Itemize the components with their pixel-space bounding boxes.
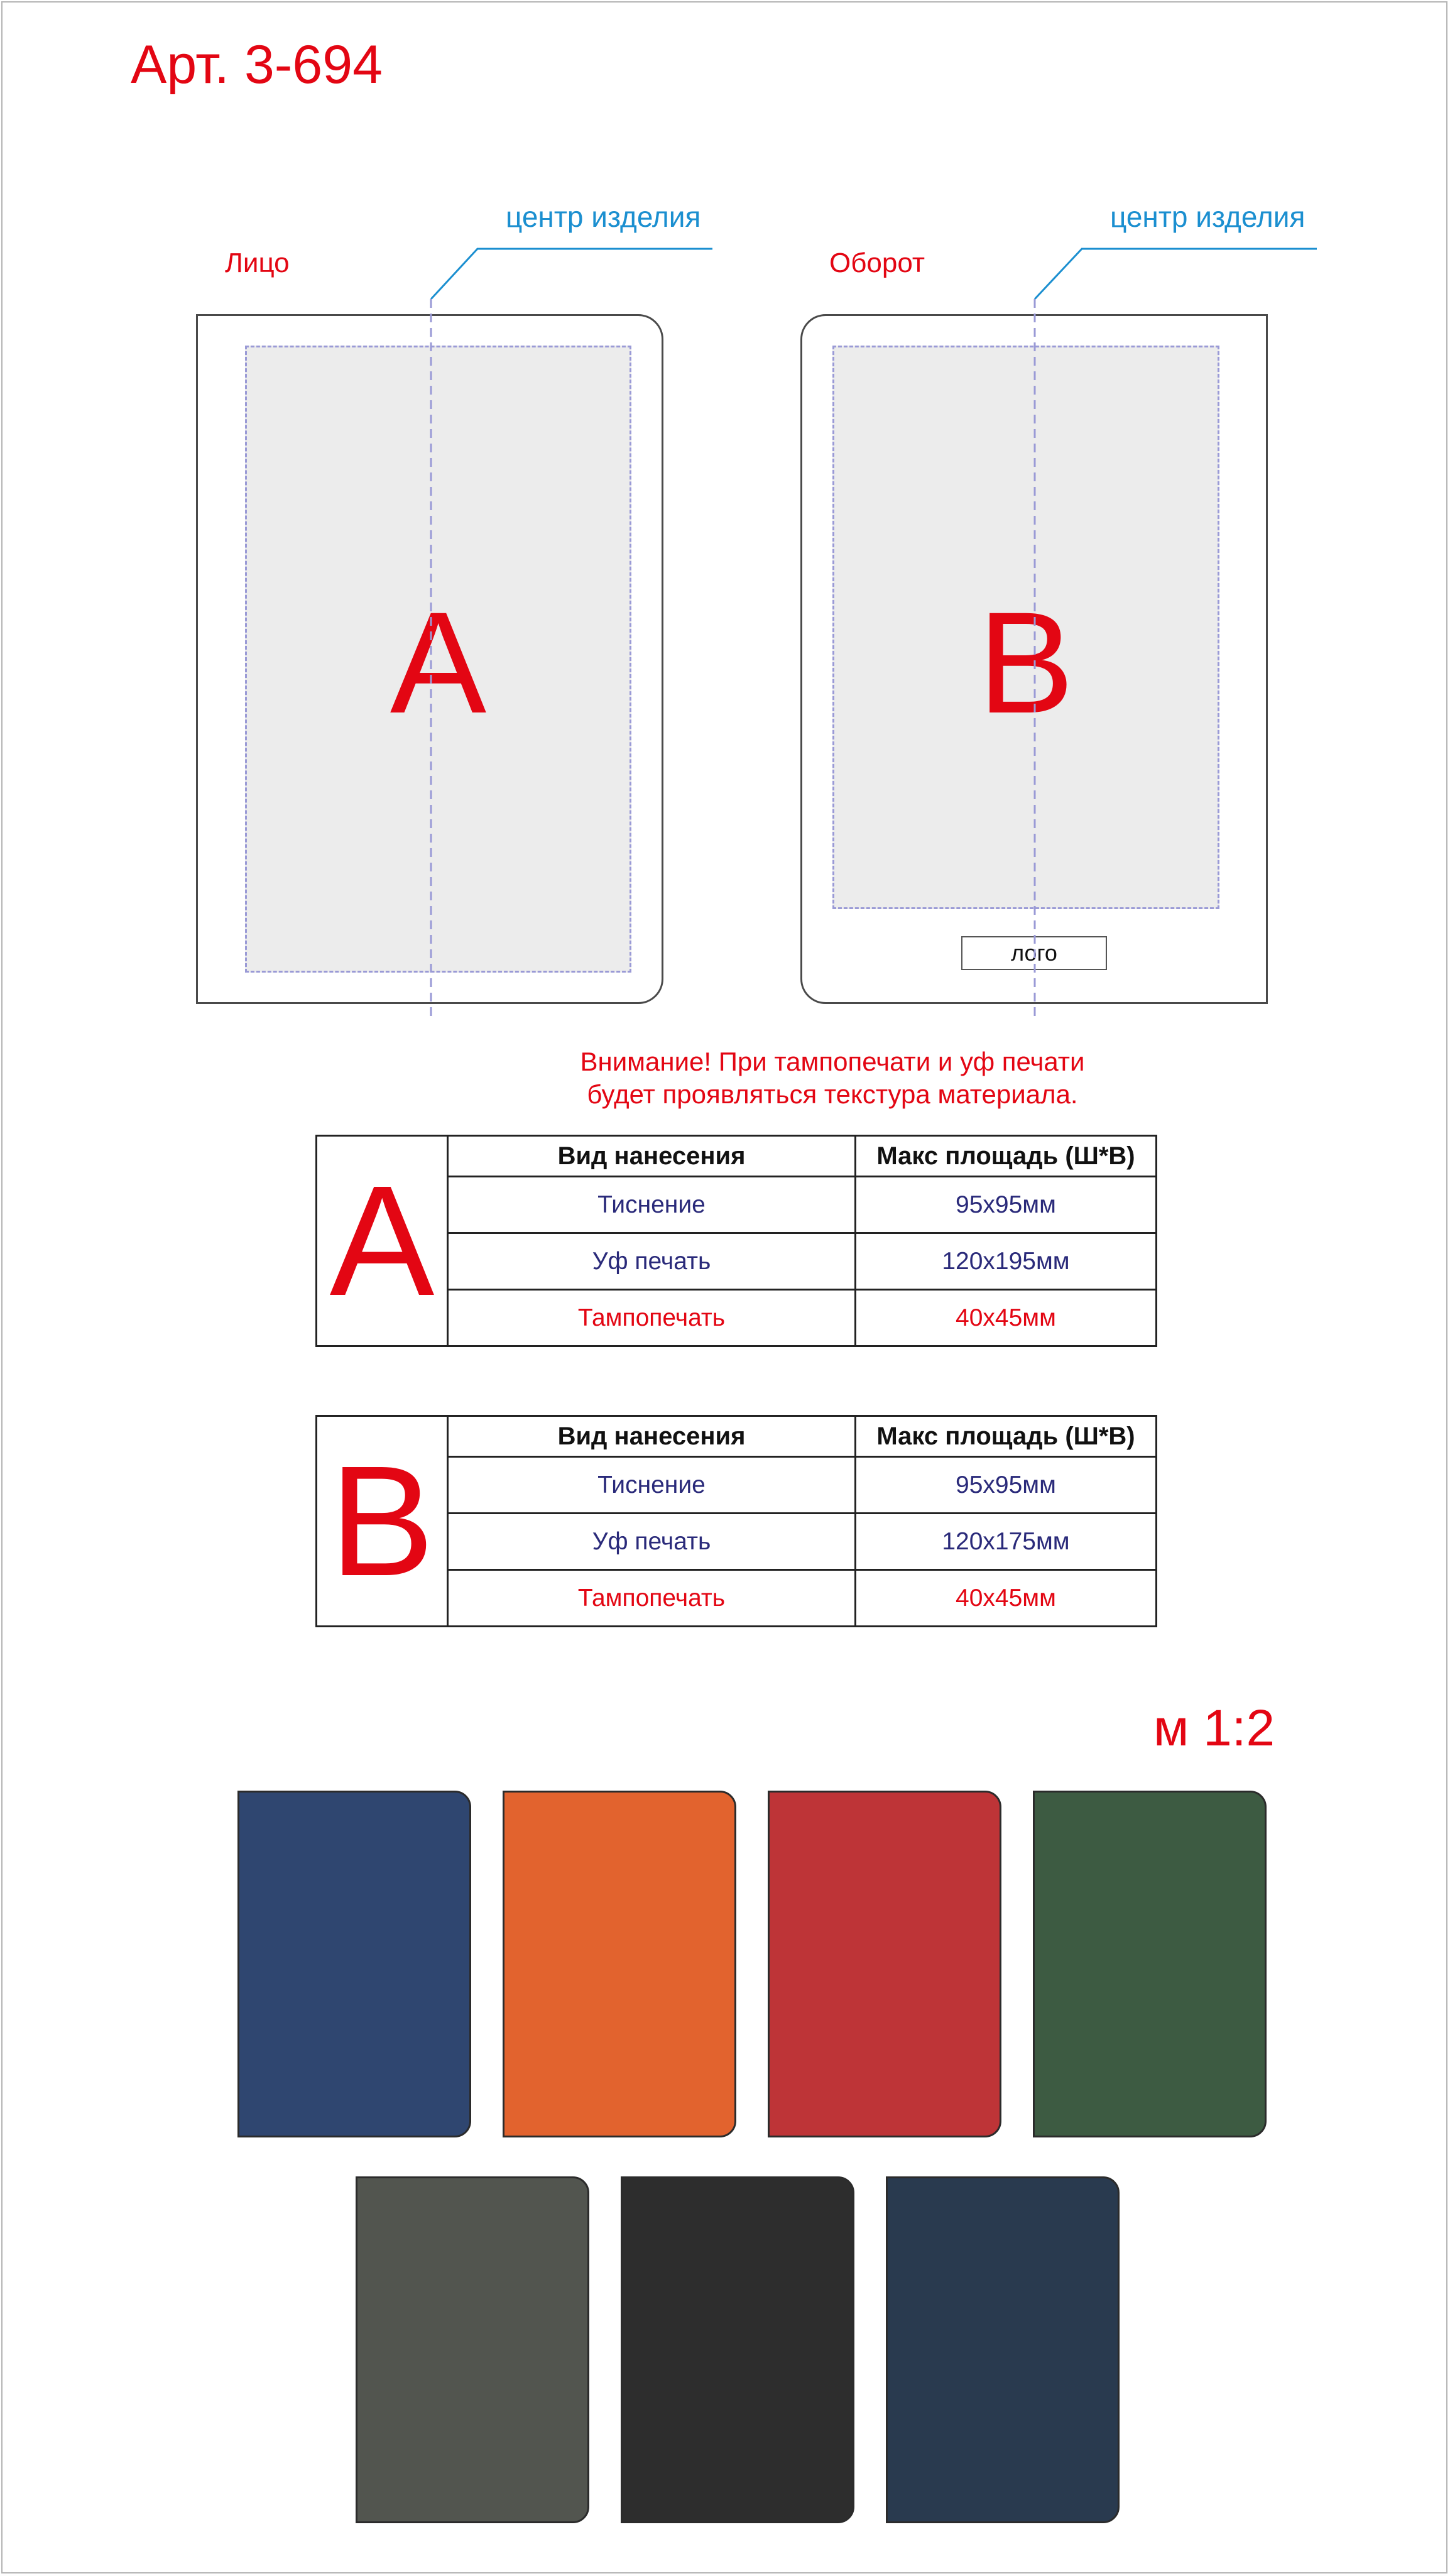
front-zone-letter: A [390, 582, 487, 743]
method-cell: Уф печать [448, 1514, 856, 1570]
swatch-blue [237, 1791, 471, 2137]
method-cell: Тиснение [448, 1177, 856, 1233]
size-cell: 120x195мм [856, 1233, 1157, 1290]
table-header-row [317, 1416, 1157, 1457]
size-cell: 95x95мм [856, 1457, 1157, 1514]
header-method: Вид нанесения [448, 1416, 856, 1457]
table-zone-letter: A [317, 1136, 448, 1346]
notice-line-2: будет проявляться текстура материала. [587, 1079, 1078, 1109]
size-cell: 120x175мм [856, 1514, 1157, 1570]
back-side-label: Оборот [829, 248, 925, 278]
notice-line-1: Внимание! При тампопечати и уф печати [580, 1047, 1085, 1076]
center-guides [0, 0, 1450, 1030]
front-center-leader [431, 249, 712, 299]
front-side-label: Лицо [225, 248, 290, 278]
table-header-row [317, 1136, 1157, 1177]
back-center-label: центр изделия [1110, 200, 1306, 233]
swatch-dark-navy [886, 2176, 1120, 2523]
header-method: Вид нанесения [448, 1136, 856, 1177]
size-cell: 40x45мм [856, 1570, 1157, 1627]
size-cell: 95x95мм [856, 1177, 1157, 1233]
swatch-black [621, 2176, 854, 2523]
spec-table-b [315, 1415, 1157, 1627]
logo-placeholder: лого [961, 936, 1107, 970]
scale-label: м 1:2 [1153, 1700, 1275, 1757]
article-number: Арт. 3-694 [131, 35, 383, 95]
method-cell: Тиснение [448, 1457, 856, 1514]
header-max-area: Макс площадь (Ш*В) [856, 1416, 1157, 1457]
spec-table-a [315, 1135, 1157, 1347]
method-cell: Тампопечать [448, 1290, 856, 1346]
swatch-gray [356, 2176, 589, 2523]
header-max-area: Макс площадь (Ш*В) [856, 1136, 1157, 1177]
table-zone-letter: B [317, 1416, 448, 1627]
front-center-label: центр изделия [506, 200, 701, 233]
method-cell: Тампопечать [448, 1570, 856, 1627]
swatch-green [1033, 1791, 1267, 2137]
back-zone-letter: B [978, 582, 1074, 743]
notice [364, 1045, 1300, 1111]
size-cell: 40x45мм [856, 1290, 1157, 1346]
swatch-red [768, 1791, 1001, 2137]
back-center-leader [1035, 249, 1317, 299]
method-cell: Уф печать [448, 1233, 856, 1290]
swatch-orange [503, 1791, 736, 2137]
